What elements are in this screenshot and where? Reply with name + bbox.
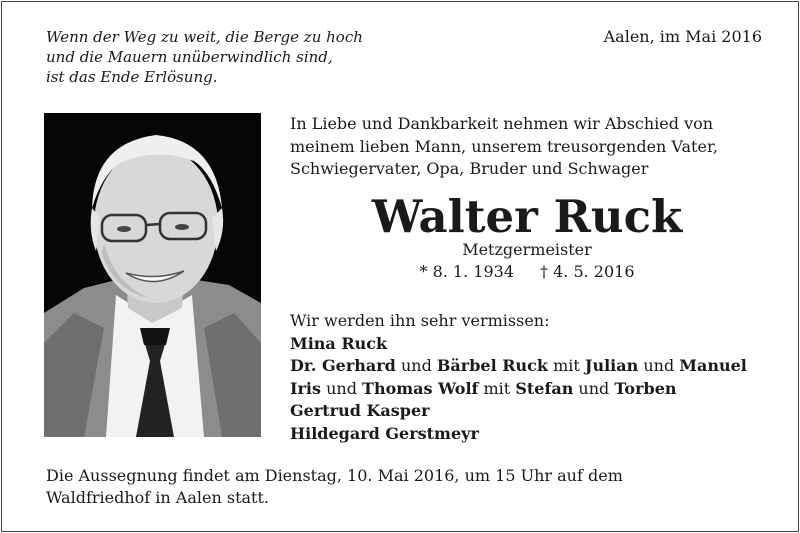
mourner-name: Julian: [584, 356, 639, 375]
mourner-name: Mina Ruck: [290, 333, 388, 353]
mourner-name: Stefan: [515, 378, 574, 398]
intro-line: Schwiegervater, Opa, Bruder und Schwager: [290, 159, 649, 178]
mourner-name: Thomas Wolf: [362, 378, 479, 398]
connector-text: und: [638, 356, 680, 375]
mourner-name: Dr. Gerhard: [290, 356, 396, 375]
portrait-image: [44, 113, 261, 437]
mourner-line: [290, 400, 780, 423]
deceased-name: Walter Ruck: [371, 190, 683, 243]
mourner-line: [290, 378, 780, 401]
mourner-name: Torben: [614, 378, 677, 398]
birth-date: * 8. 1. 1934: [419, 262, 514, 281]
funeral-info-line: Waldfriedhof in Aalen statt.: [46, 488, 269, 507]
death-date: † 4. 5. 2016: [540, 262, 635, 281]
connector-text: mit: [478, 378, 516, 398]
mourner-name: Gertrud Kasper: [290, 401, 430, 420]
mourners-intro: Wir werden ihn sehr vermissen:: [290, 311, 550, 330]
connector-text: und: [395, 356, 437, 375]
deceased-profession: Metzgermeister: [462, 240, 592, 259]
mourner-line: [290, 333, 780, 356]
life-dates: [290, 262, 764, 282]
place-date: Aalen, im Mai 2016: [603, 27, 762, 46]
connector-text: und: [321, 378, 363, 398]
portrait-photo: [44, 113, 261, 437]
mourners-list: [290, 310, 780, 445]
motto-quote: [46, 27, 376, 87]
connector-text: und: [573, 378, 615, 398]
mourner-name: Manuel: [679, 356, 747, 375]
connector-text: mit: [548, 356, 585, 375]
motto-line: Wenn der Weg zu weit, die Berge zu hoch: [46, 28, 363, 46]
mourner-line: [290, 423, 780, 446]
intro-line: In Liebe und Dankbarkeit nehmen wir Abschied von: [290, 114, 714, 133]
farewell-intro: [290, 113, 770, 181]
mourner-name: Iris: [290, 378, 321, 398]
motto-line: ist das Ende Erlösung.: [46, 68, 218, 86]
intro-line: meinem lieben Mann, unserem treusorgenden Vater,: [290, 136, 718, 156]
funeral-info: [46, 465, 766, 509]
mourner-name: Bärbel Ruck: [436, 356, 548, 375]
mourner-name: Hildegard Gerstmeyr: [290, 423, 479, 443]
mourner-line: [290, 355, 780, 378]
funeral-info-line: Die Aussegnung findet am Dienstag, 10. Mai 2016, um 15 Uhr auf dem: [46, 466, 623, 485]
motto-line: und die Mauern unüberwindlich sind,: [46, 48, 333, 66]
